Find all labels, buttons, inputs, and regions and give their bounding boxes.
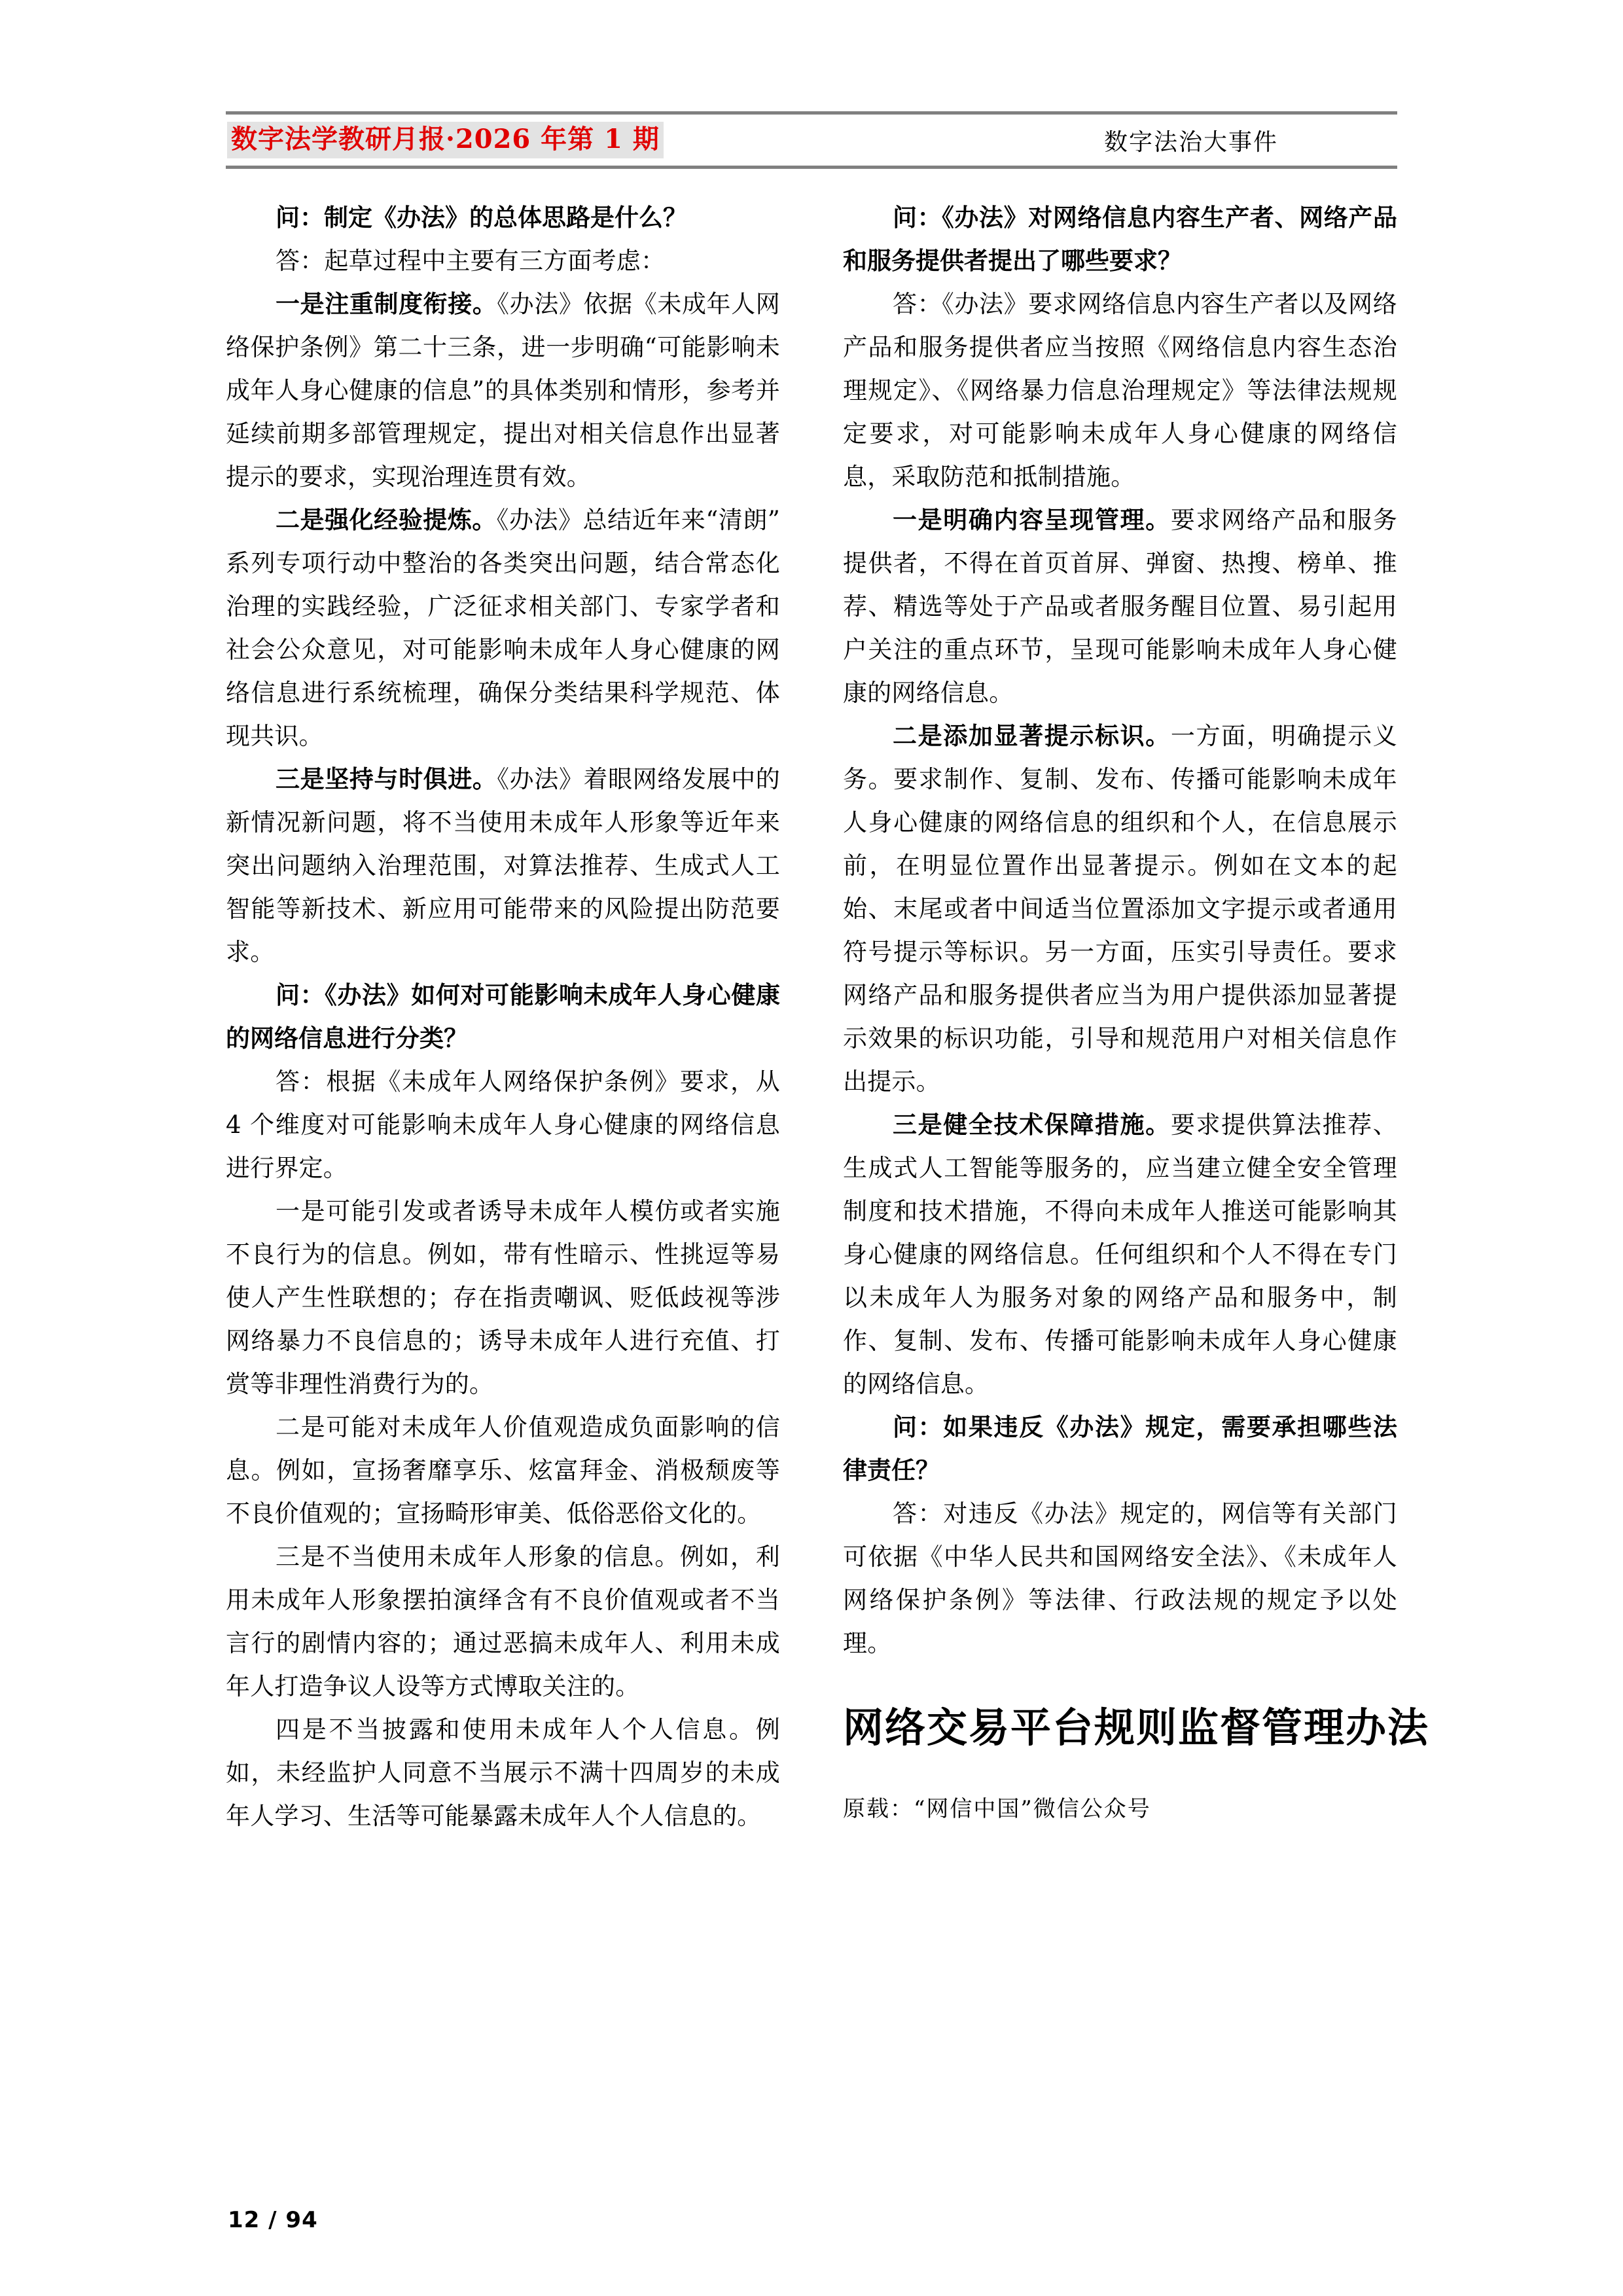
requirement-lead-3: 三是健全技术保障措施。	[893, 1111, 1171, 1139]
header-rule-bottom	[226, 166, 1397, 169]
point-paragraph-1	[226, 283, 780, 499]
requirement-paragraph-3	[843, 1103, 1397, 1406]
question-heading-3: 问：《办法》对网络信息内容生产者、网络产品和服务提供者提出了哪些要求？	[843, 204, 1397, 275]
answer-paragraph-4: 答：对违反《办法》规定的，网信等有关部门可依据《中华人民共和国网络安全法》、《未成年人网络保护条例》等法律、行政法规的规定予以处理。	[843, 1499, 1397, 1657]
article-source: 原载：“网信中国”微信公众号	[843, 1796, 1151, 1822]
header-journal-title: 数字法学教研月报·2026 年第 1 期	[227, 122, 664, 158]
left-column	[226, 196, 780, 2134]
header-row	[226, 115, 1397, 166]
requirement-text-1: 要求网络产品和服务提供者，不得在首页首屏、弹窗、热搜、榜单、推荐、精选等处于产品或者服务醒目位置、易引起用户关注的重点环节，呈现可能影响未成年人身心健康的网络信息。	[843, 506, 1397, 707]
point-text-2: 《办法》总结近年来“清朗”系列专项行动中整治的各类突出问题，结合常态化治理的实践经验，广泛征求相关部门、专家学者和社会公众意见，对可能影响未成年人身心健康的网络信息进行系统梳理，确保分类结果科学规范、体现共识。	[226, 506, 780, 750]
requirement-paragraph-2	[843, 715, 1397, 1103]
point-lead-3: 三是坚持与时俱进。	[276, 765, 497, 793]
body-columns	[226, 196, 1430, 2134]
question-heading-2: 问：《办法》如何对可能影响未成年人身心健康的网络信息进行分类？	[226, 981, 780, 1052]
requirement-lead-2: 二是添加显著提示标识。	[893, 722, 1171, 750]
question-heading-4: 问：如果违反《办法》规定，需要承担哪些法律责任？	[843, 1413, 1397, 1484]
requirement-lead-1: 一是明确内容呈现管理。	[893, 506, 1171, 534]
header-section-title: 数字法治大事件	[1103, 128, 1278, 156]
requirement-text-3: 要求提供算法推荐、生成式人工智能等服务的，应当建立健全安全管理制度和技术措施，不得向未成年人推送可能影响其身心健康的网络信息。任何组织和个人不得在专门以未成年人为服务对象的网络产品和服务中，制作、复制、发布、传播可能影响未成年人身心健康的网络信息。	[843, 1111, 1397, 1398]
point-text-1: 《办法》依据《未成年人网络保护条例》第二十三条，进一步明确“可能影响未成年人身心健康的信息”的具体类别和情形，参考并延续前期多部管理规定，提出对相关信息作出显著提示的要求，实现治理连贯有效。	[226, 290, 780, 491]
right-column	[843, 196, 1430, 2134]
category-paragraph-2: 二是可能对未成年人价值观造成负面影响的信息。例如，宣扬奢靡享乐、炫富拜金、消极颓废等不良价值观的；宣扬畸形审美、低俗恶俗文化的。	[226, 1413, 780, 1528]
page-header	[226, 111, 1397, 169]
point-lead-2: 二是强化经验提炼。	[276, 506, 497, 534]
point-paragraph-3	[226, 758, 780, 974]
requirement-paragraph-1	[843, 499, 1397, 715]
category-paragraph-1: 一是可能引发或者诱导未成年人模仿或者实施不良行为的信息。例如，带有性暗示、性挑逗等易使人产生性联想的；存在指责嘲讽、贬低歧视等涉网络暴力不良信息的；诱导未成年人进行充值、打赏等非理性消费行为的。	[226, 1197, 780, 1398]
page-number: 12 / 94	[228, 2207, 318, 2233]
point-paragraph-2	[226, 499, 780, 758]
category-paragraph-3: 三是不当使用未成年人形象的信息。例如，利用未成年人形象摆拍演绎含有不良价值观或者不当言行的剧情内容的；通过恶搞未成年人、利用未成年人打造争议人设等方式博取关注的。	[226, 1543, 780, 1700]
category-paragraph-4: 四是不当披露和使用未成年人个人信息。例如，未经监护人同意不当展示不满十四周岁的未成年人学习、生活等可能暴露未成年人个人信息的。	[226, 1715, 780, 1830]
point-lead-1: 一是注重制度衔接。	[276, 290, 497, 318]
answer-paragraph-3: 答：《办法》要求网络信息内容生产者以及网络产品和服务提供者应当按照《网络信息内容生态治理规定》、《网络暴力信息治理规定》等法律法规规定要求，对可能影响未成年人身心健康的网络信息，采取防范和抵制措施。	[843, 290, 1397, 491]
requirement-text-2: 一方面，明确提示义务。要求制作、复制、发布、传播可能影响未成年人身心健康的网络信息的组织和个人，在信息展示前，在明显位置作出显著提示。例如在文本的起始、末尾或者中间适当位置添加文字提示或者通用符号提示等标识。另一方面，压实引导责任。要求网络产品和服务提供者应当为用户提供添加显著提示效果的标识功能，引导和规范用户对相关信息作出提示。	[843, 722, 1397, 1096]
article-title: 网络交易平台规则监督管理办法	[843, 1704, 1430, 1751]
answer-paragraph-2: 答：根据《未成年人网络保护条例》要求，从 4 个维度对可能影响未成年人身心健康的网络信息进行界定。	[226, 1067, 780, 1182]
point-text-3: 《办法》着眼网络发展中的新情况新问题，将不当使用未成年人形象等近年来突出问题纳入治理范围，对算法推荐、生成式人工智能等新技术、新应用可能带来的风险提出防范要求。	[226, 765, 780, 966]
answer-paragraph-1: 答：起草过程中主要有三方面考虑：	[276, 247, 666, 275]
question-heading-1: 问：制定《办法》的总体思路是什么？	[276, 204, 687, 232]
